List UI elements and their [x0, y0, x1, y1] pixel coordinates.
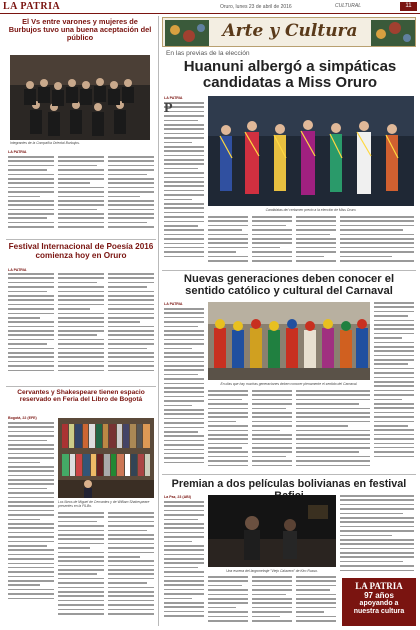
huanuni-body-col2 [208, 216, 248, 268]
burbujos-caption: Integrantes de la Compañía Oriental Burbujos. [10, 141, 80, 145]
divider-bafici [162, 474, 416, 475]
carnaval-photo [208, 302, 370, 380]
poesia-body-col3 [108, 273, 154, 383]
promo-brand: LA PATRIA [355, 581, 403, 591]
huanuni-body-col5 [340, 216, 414, 268]
cervantes-photo [58, 418, 154, 498]
candidatas-graphic [208, 96, 414, 206]
bafici-source: La Paz, 23 (ABI) [164, 495, 191, 499]
poesia-body-col1 [8, 273, 54, 383]
carnaval-body-col4 [296, 390, 370, 472]
dateline: Oruro, lunes 23 de abril de 2016 [220, 4, 292, 10]
bookshelf-graphic [58, 418, 154, 498]
bafici-body-col3 [252, 576, 292, 626]
masthead-logo: LA PATRIA [3, 1, 61, 12]
cervantes-body-col3 [108, 512, 154, 622]
cervantes-caption: Los libros de Miguel de Cervantes y de William Shakespeare presentes en la FILBo. [58, 500, 150, 508]
bafici-body-col5 [340, 495, 414, 575]
burbujos-photo [10, 55, 150, 140]
column-divider [158, 16, 159, 626]
huanuni-body-col3 [252, 216, 292, 268]
huanuni-headline: Huanuni albergó a simpáticas candidatas a Miss Oruro [183, 58, 397, 91]
huanuni-source: LA PATRIA [164, 96, 183, 100]
banner-title: Arte y Cultura [222, 21, 358, 41]
carnaval-body-col3 [252, 390, 292, 472]
carnaval-caption: En días que hay muchas generaciones deben conocer plenamente el sentido del Carnaval. [220, 382, 358, 386]
section-label: CULTURAL [335, 3, 362, 9]
huanuni-kicker: En las previas de la elección [166, 50, 250, 57]
promo-line2: apoyando a [359, 600, 399, 607]
poesia-body-col2 [58, 273, 104, 383]
arte-cultura-banner [162, 17, 416, 47]
viejo-calavera-scene-graphic [208, 495, 336, 567]
promo-line1: 97 años [364, 591, 394, 600]
burbujos-body-col2 [58, 156, 104, 236]
cervantes-source: Bogotá, 22 (EFE) [8, 416, 37, 420]
bafici-body-col4 [296, 576, 336, 626]
bafici-body-col1 [164, 501, 204, 625]
bafici-photo [208, 495, 336, 567]
huanuni-photo [208, 96, 414, 206]
cervantes-body-col1 [8, 422, 54, 622]
cervantes-headline: Cervantes y Shakespeare tienen espacio reservado en Feria del Libro de Bogotá [17, 389, 145, 403]
bafici-headline: Premian a dos películas bolivianas en festival [171, 478, 407, 490]
carnaval-body-col2 [208, 390, 248, 472]
carnaval-dancers-graphic [208, 302, 370, 380]
poesia-headline: Festival Internacional de Poesía 2016 comienza hoy en Oruro [8, 242, 154, 260]
divider-poesia [6, 239, 156, 240]
burbujos-body-col1 [8, 156, 54, 236]
burbujos-headline: El Vs entre varones y mujeres de Burbujos tuvo una buena aceptación del público [8, 17, 152, 42]
poesia-source: LA PATRIA [8, 268, 27, 272]
burbujos-source: LA PATRIA [8, 150, 27, 154]
bafici-caption: Una escena del largometraje "Viejo Calavera" de Kiro Russo. [226, 569, 318, 573]
page-number: 11 [400, 2, 417, 11]
cervantes-body-col2 [58, 512, 104, 622]
divider-carnaval [162, 270, 416, 271]
carnaval-body-col1 [164, 308, 204, 473]
huanuni-caption: Candidatas del certamen previo a la elección de Miss Oruro. [265, 208, 357, 212]
burbujos-photo-graphic [10, 55, 150, 140]
promo-box [342, 578, 416, 626]
bafici-body-col2 [208, 576, 248, 626]
divider-cervantes [6, 386, 156, 387]
huanuni-body-col4 [296, 216, 336, 268]
promo-line3: nuestra cultura [353, 608, 405, 615]
carnaval-headline: Nuevas generaciones deben conocer el sentido católico y cultural del Carnaval [183, 273, 395, 298]
carnaval-source: LA PATRIA [164, 302, 183, 306]
carnaval-body-col5 [374, 302, 414, 472]
huanuni-body-col1: P [164, 102, 204, 267]
burbujos-body-col3 [108, 156, 154, 236]
